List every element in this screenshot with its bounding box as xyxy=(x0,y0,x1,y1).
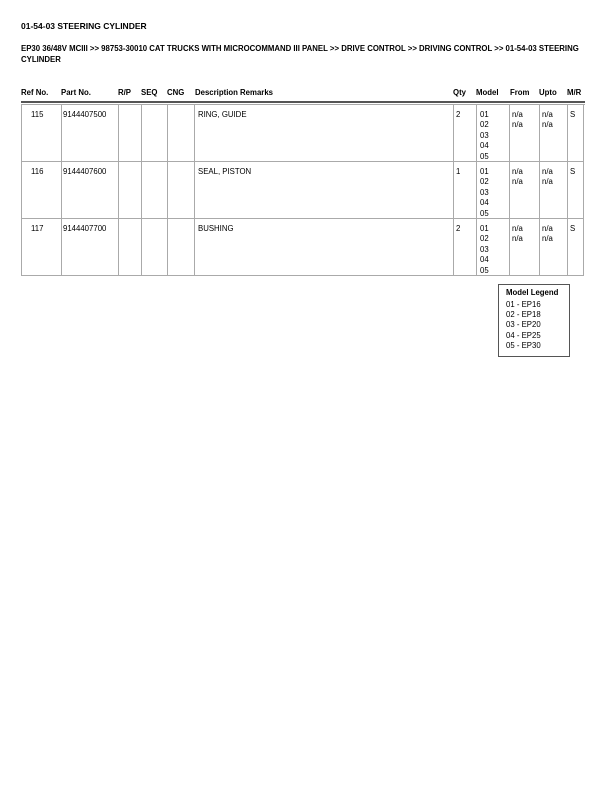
column-divider xyxy=(167,219,168,275)
column-divider xyxy=(61,162,62,218)
cell-from xyxy=(512,224,523,245)
column-divider xyxy=(509,105,510,161)
cell-mr: S xyxy=(570,224,576,233)
cell-qty: 2 xyxy=(456,110,461,119)
column-divider xyxy=(453,162,454,218)
page-title: 01-54-03 STEERING CYLINDER xyxy=(21,21,147,31)
column-divider xyxy=(476,219,477,275)
cell-models xyxy=(480,167,489,219)
column-divider xyxy=(476,105,477,161)
cell-models-line: 04 xyxy=(480,255,489,265)
cell-from-line: n/a xyxy=(512,110,523,119)
table-row xyxy=(21,162,584,219)
column-divider xyxy=(118,162,119,218)
cell-mr: S xyxy=(570,167,576,176)
col-header-qty: Qty xyxy=(453,88,466,97)
cell-ref: 116 xyxy=(31,167,44,176)
column-divider xyxy=(567,219,568,275)
cell-models-line: 03 xyxy=(480,244,489,254)
cell-part-number: 9144407600 xyxy=(63,167,107,176)
cell-models-line: 05 xyxy=(480,265,489,275)
breadcrumb: EP30 36/48V MCIII >> 98753-30010 CAT TRUCKS WITH MICROCOMMAND III PANEL >> DRIVE CONTROL >> DRIVING CONTROL >> 01-54-03 STEERING CYLINDER xyxy=(21,44,579,64)
col-header-ref: Ref No. xyxy=(21,88,49,97)
col-header-mr: M/R xyxy=(567,88,582,97)
column-divider xyxy=(476,162,477,218)
cell-part-number: 9144407500 xyxy=(63,110,107,119)
cell-models-line: 02 xyxy=(480,120,489,130)
cell-from-line: n/a xyxy=(512,224,523,233)
cell-description: RING, GUIDE xyxy=(198,110,247,119)
column-divider xyxy=(567,105,568,161)
cell-upto xyxy=(542,167,553,188)
legend-item: 02 - EP18 xyxy=(506,310,541,320)
col-header-part: Part No. xyxy=(61,88,91,97)
cell-from-line: n/a xyxy=(512,120,523,130)
col-header-model: Model xyxy=(476,88,499,97)
col-header-from: From xyxy=(510,88,530,97)
column-divider xyxy=(167,105,168,161)
cell-upto xyxy=(542,224,553,245)
cell-part-number: 9144407700 xyxy=(63,224,107,233)
column-divider xyxy=(453,105,454,161)
col-header-upto: Upto xyxy=(539,88,557,97)
cell-ref: 115 xyxy=(31,110,44,119)
cell-description: SEAL, PISTON xyxy=(198,167,252,176)
legend-item: 03 - EP20 xyxy=(506,320,541,330)
column-divider xyxy=(453,219,454,275)
cell-models-line: 04 xyxy=(480,198,489,208)
cell-upto-line: n/a xyxy=(542,120,553,130)
legend-item: 05 - EP30 xyxy=(506,340,541,350)
cell-mr: S xyxy=(570,110,576,119)
column-divider xyxy=(539,219,540,275)
cell-models-line: 01 xyxy=(480,167,489,176)
column-divider xyxy=(141,105,142,161)
column-divider xyxy=(194,105,195,161)
column-divider xyxy=(167,162,168,218)
cell-models-line: 05 xyxy=(480,208,489,218)
cell-from-line: n/a xyxy=(512,234,523,244)
table-row xyxy=(21,105,584,162)
legend-item: 04 - EP25 xyxy=(506,330,541,340)
col-header-description: Description Remarks xyxy=(195,88,273,97)
col-header-seq: SEQ xyxy=(141,88,158,97)
cell-models-line: 04 xyxy=(480,141,489,151)
column-divider xyxy=(539,162,540,218)
cell-upto-line: n/a xyxy=(542,177,553,187)
column-divider xyxy=(539,105,540,161)
column-divider xyxy=(567,162,568,218)
column-divider xyxy=(194,219,195,275)
cell-upto-line: n/a xyxy=(542,224,553,233)
model-legend xyxy=(498,284,570,357)
cell-models-line: 03 xyxy=(480,187,489,197)
cell-models-line: 05 xyxy=(480,151,489,161)
cell-upto-line: n/a xyxy=(542,167,553,176)
cell-models-line: 01 xyxy=(480,224,489,233)
cell-models-line: 01 xyxy=(480,110,489,119)
cell-models-line: 03 xyxy=(480,130,489,140)
column-divider xyxy=(118,219,119,275)
header-rule xyxy=(21,101,585,103)
cell-models-line: 02 xyxy=(480,177,489,187)
cell-upto xyxy=(542,110,553,131)
cell-from xyxy=(512,110,523,131)
column-divider xyxy=(141,162,142,218)
table-row xyxy=(21,219,584,276)
column-divider xyxy=(61,219,62,275)
column-divider xyxy=(509,219,510,275)
column-divider xyxy=(118,105,119,161)
cell-from xyxy=(512,167,523,188)
column-divider xyxy=(141,219,142,275)
cell-from-line: n/a xyxy=(512,167,523,176)
column-divider xyxy=(509,162,510,218)
cell-from-line: n/a xyxy=(512,177,523,187)
column-divider xyxy=(61,105,62,161)
cell-qty: 2 xyxy=(456,224,461,233)
col-header-rp: R/P xyxy=(118,88,131,97)
cell-models xyxy=(480,224,489,276)
cell-upto-line: n/a xyxy=(542,110,553,119)
col-header-cng: CNG xyxy=(167,88,185,97)
column-divider xyxy=(194,162,195,218)
legend-item: 01 - EP16 xyxy=(506,300,541,309)
cell-qty: 1 xyxy=(456,167,461,176)
cell-models-line: 02 xyxy=(480,234,489,244)
cell-ref: 117 xyxy=(31,224,44,233)
cell-models xyxy=(480,110,489,162)
cell-upto-line: n/a xyxy=(542,234,553,244)
legend-title: Model Legend xyxy=(506,288,559,297)
cell-description: BUSHING xyxy=(198,224,234,233)
